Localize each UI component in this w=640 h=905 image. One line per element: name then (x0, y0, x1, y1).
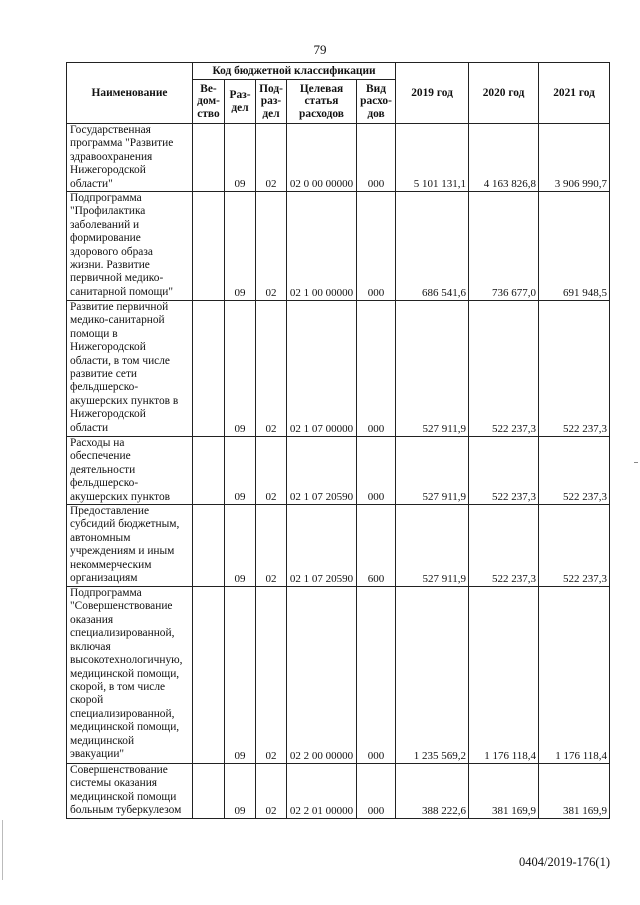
row-2019: 527 911,9 (396, 301, 469, 437)
row-expense-type: 000 (357, 437, 396, 505)
row-razdel: 09 (225, 192, 256, 301)
table-row (67, 192, 610, 301)
row-2021: 3 906 990,7 (539, 124, 610, 192)
row-name: Развитие первичной медико-санитарной помощи в Нижегородской области, в том числе развитие сети фельдшерско- акушерских пунктов в Нижегородской области (67, 301, 193, 437)
row-vedomstvo (193, 505, 225, 587)
row-razdel: 09 (225, 124, 256, 192)
row-razdel: 09 (225, 587, 256, 764)
row-vedomstvo (193, 437, 225, 505)
row-podrazdel: 02 (256, 764, 287, 819)
header-2019: 2019 год (396, 63, 469, 124)
header-target-article: Целевая статья расходов (287, 80, 357, 124)
row-2021: 1 176 118,4 (539, 587, 610, 764)
row-vedomstvo (193, 192, 225, 301)
row-target-article: 02 1 00 00000 (287, 192, 357, 301)
scan-margin-mark (634, 462, 638, 463)
row-target-article: 02 2 00 00000 (287, 587, 357, 764)
row-expense-type: 000 (357, 587, 396, 764)
scan-edge-mark (2, 820, 3, 880)
row-2020: 522 237,3 (469, 301, 539, 437)
header-2021: 2021 год (539, 63, 610, 124)
row-2021: 381 169,9 (539, 764, 610, 819)
budget-table (66, 62, 610, 819)
row-podrazdel: 02 (256, 301, 287, 437)
table-row (67, 764, 610, 819)
page-number: 79 (313, 42, 327, 57)
row-target-article: 02 2 01 00000 (287, 764, 357, 819)
row-2021: 522 237,3 (539, 437, 610, 505)
table-row (67, 587, 610, 764)
row-2020: 1 176 118,4 (469, 587, 539, 764)
row-2019: 1 235 569,2 (396, 587, 469, 764)
row-podrazdel: 02 (256, 124, 287, 192)
row-2021: 691 948,5 (539, 192, 610, 301)
row-2020: 522 237,3 (469, 505, 539, 587)
row-target-article: 02 1 07 20590 (287, 505, 357, 587)
row-2020: 736 677,0 (469, 192, 539, 301)
row-podrazdel: 02 (256, 437, 287, 505)
row-razdel: 09 (225, 764, 256, 819)
document-code: 0404/2019-176(1) (519, 855, 610, 869)
row-name: Подпрограмма "Совершенствование оказания специализированной, включая высокотехнологичную, медицинской помощи, скорой, в том числе скорой специализированной, медицинской помощи, медицинской эвакуации" (67, 587, 193, 764)
row-name: Подпрограмма "Профилактика заболеваний и формирование здорового образа жизни. Развитие первичной медико- санитарной помощи" (67, 192, 193, 301)
row-2021: 522 237,3 (539, 301, 610, 437)
row-2020: 4 163 826,8 (469, 124, 539, 192)
row-2019: 686 541,6 (396, 192, 469, 301)
header-name: Наименование (67, 63, 193, 124)
row-2020: 522 237,3 (469, 437, 539, 505)
row-target-article: 02 1 07 20590 (287, 437, 357, 505)
row-2021: 522 237,3 (539, 505, 610, 587)
row-2019: 388 222,6 (396, 764, 469, 819)
row-vedomstvo (193, 764, 225, 819)
row-podrazdel: 02 (256, 587, 287, 764)
row-vedomstvo (193, 124, 225, 192)
row-target-article: 02 1 07 00000 (287, 301, 357, 437)
row-vedomstvo (193, 587, 225, 764)
header-razdel: Раз- дел (225, 80, 256, 124)
header-vedomstvo: Ве- дом- ство (193, 80, 225, 124)
header-expense-type: Вид расхо- дов (357, 80, 396, 124)
row-razdel: 09 (225, 505, 256, 587)
row-2019: 527 911,9 (396, 505, 469, 587)
row-vedomstvo (193, 301, 225, 437)
row-2019: 5 101 131,1 (396, 124, 469, 192)
table-row (67, 505, 610, 587)
row-expense-type: 600 (357, 505, 396, 587)
row-razdel: 09 (225, 437, 256, 505)
header-podrazdel: Под- раз- дел (256, 80, 287, 124)
row-expense-type: 000 (357, 192, 396, 301)
row-razdel: 09 (225, 301, 256, 437)
row-expense-type: 000 (357, 764, 396, 819)
row-2020: 381 169,9 (469, 764, 539, 819)
table-row (67, 437, 610, 505)
header-budget-code-group: Код бюджетной классификации (193, 63, 396, 80)
row-expense-type: 000 (357, 124, 396, 192)
header-2020: 2020 год (469, 63, 539, 124)
row-name: Расходы на обеспечение деятельности фельдшерско- акушерских пунктов (67, 437, 193, 505)
row-name: Предоставление субсидий бюджетным, автономным учреждениям и иным некоммерческим организациям (67, 505, 193, 587)
table-row (67, 301, 610, 437)
row-name: Совершенствование системы оказания медицинской помощи больным туберкулезом (67, 764, 193, 819)
row-expense-type: 000 (357, 301, 396, 437)
row-target-article: 02 0 00 00000 (287, 124, 357, 192)
table-row (67, 124, 610, 192)
row-podrazdel: 02 (256, 192, 287, 301)
row-name: Государственная программа "Развитие здравоохранения Нижегородской области" (67, 124, 193, 192)
row-podrazdel: 02 (256, 505, 287, 587)
row-2019: 527 911,9 (396, 437, 469, 505)
